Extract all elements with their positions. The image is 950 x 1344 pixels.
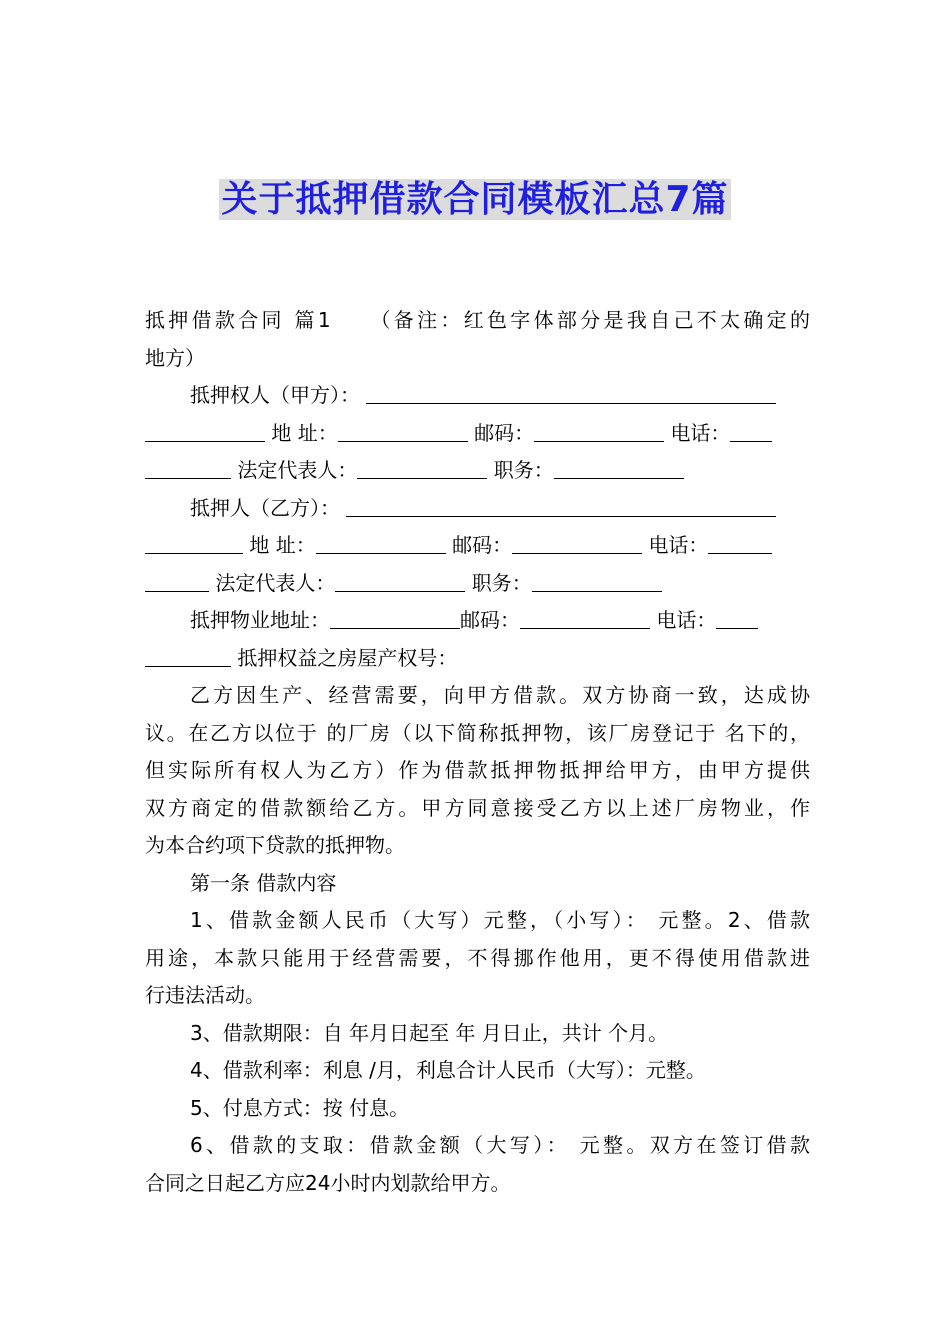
blank-field[interactable] <box>366 381 776 404</box>
field-label: 抵押权人（甲方）： <box>190 383 360 407</box>
blank-field[interactable] <box>708 531 772 554</box>
field-label: 电话： <box>648 533 709 557</box>
paragraph-line: 行违法活动。 <box>145 983 265 1007</box>
field-label: 职务： <box>493 458 554 482</box>
field-label: 邮码： <box>452 533 513 557</box>
document-body <box>145 302 810 1202</box>
blank-field[interactable] <box>145 456 231 479</box>
blank-field[interactable] <box>145 644 231 667</box>
paragraph-line: 1、借款金额人民币（大写）元整，（小写）： 元整。2、借款 <box>190 908 810 932</box>
blank-field[interactable] <box>335 569 465 592</box>
paragraph-line: 双方商定的借款额给乙方。甲方同意接受乙方以上述厂房物业，作 <box>145 795 810 820</box>
document-title <box>0 176 950 224</box>
blank-field[interactable] <box>316 531 446 554</box>
blank-field[interactable] <box>730 419 772 442</box>
blank-field[interactable] <box>145 419 265 442</box>
paragraph-line: 但实际所有权人为乙方）作为借款抵押物抵押给甲方，由甲方提供 <box>145 758 810 782</box>
paragraph-line: 4、借款利率：利息 /月，利息合计人民币（大写）：元整。 <box>190 1058 706 1082</box>
field-label: 法定代表人： <box>215 570 336 595</box>
blank-field[interactable] <box>338 419 468 442</box>
field-label: 电话： <box>656 608 717 632</box>
field-label: 法定代表人： <box>237 458 358 482</box>
form-line <box>145 640 810 678</box>
blank-field[interactable] <box>145 569 209 592</box>
section-heading: 第一条 借款内容 <box>190 870 337 895</box>
paragraph-line: 抵押借款合同 篇1 （备注：红色字体部分是我自己不太确定的 <box>145 308 810 332</box>
field-label: 邮码： <box>474 420 535 445</box>
paragraph-line: 为本合约项下贷款的抵押物。 <box>145 833 405 857</box>
document-title-text: 关于抵押借款合同模板汇总7篇 <box>221 179 729 220</box>
paragraph-line: 用途，本款只能用于经营需要，不得挪作他用，更不得使用借款进 <box>145 945 810 970</box>
field-label: 抵押人（乙方）： <box>190 495 340 520</box>
form-line <box>145 565 810 603</box>
paragraph-line: 议。在乙方以位于 的厂房（以下简称抵押物，该厂房登记于 名下的， <box>145 720 810 745</box>
form-line <box>145 415 810 453</box>
form-line <box>145 452 810 490</box>
form-line <box>145 602 810 640</box>
field-label: 职务： <box>471 570 532 595</box>
blank-field[interactable] <box>554 456 684 479</box>
blank-field[interactable] <box>532 569 662 592</box>
blank-field[interactable] <box>346 494 776 517</box>
paragraph-line: 地方） <box>145 345 205 370</box>
field-label: 邮码： <box>460 608 520 632</box>
blank-field[interactable] <box>357 456 487 479</box>
blank-field[interactable] <box>716 606 758 629</box>
field-label: 地 址： <box>249 533 316 557</box>
blank-field[interactable] <box>145 531 243 554</box>
form-line <box>145 490 810 528</box>
blank-field[interactable] <box>330 606 460 629</box>
blank-field[interactable] <box>534 419 664 442</box>
field-label: 电话： <box>670 420 731 445</box>
blank-field[interactable] <box>512 531 642 554</box>
blank-field[interactable] <box>520 606 650 629</box>
field-label: 地 址： <box>271 420 338 445</box>
field-label: 抵押权益之房屋产权号： <box>237 645 458 670</box>
paragraph-line: 乙方因生产、经营需要，向甲方借款。双方协商一致，达成协 <box>190 683 810 707</box>
form-line <box>145 527 810 565</box>
paragraph-line: 合同之日起乙方应24小时内划款给甲方。 <box>145 1170 511 1195</box>
form-line <box>145 377 810 415</box>
paragraph-line: 5、付息方式：按 付息。 <box>190 1095 410 1120</box>
field-label: 抵押物业地址： <box>190 608 330 632</box>
paragraph-line: 3、借款期限：自 年月日起至 年 月日止，共计 个月。 <box>190 1020 669 1045</box>
paragraph-line: 6、借款的支取：借款金额（大写）： 元整。双方在签订借款 <box>190 1133 810 1157</box>
